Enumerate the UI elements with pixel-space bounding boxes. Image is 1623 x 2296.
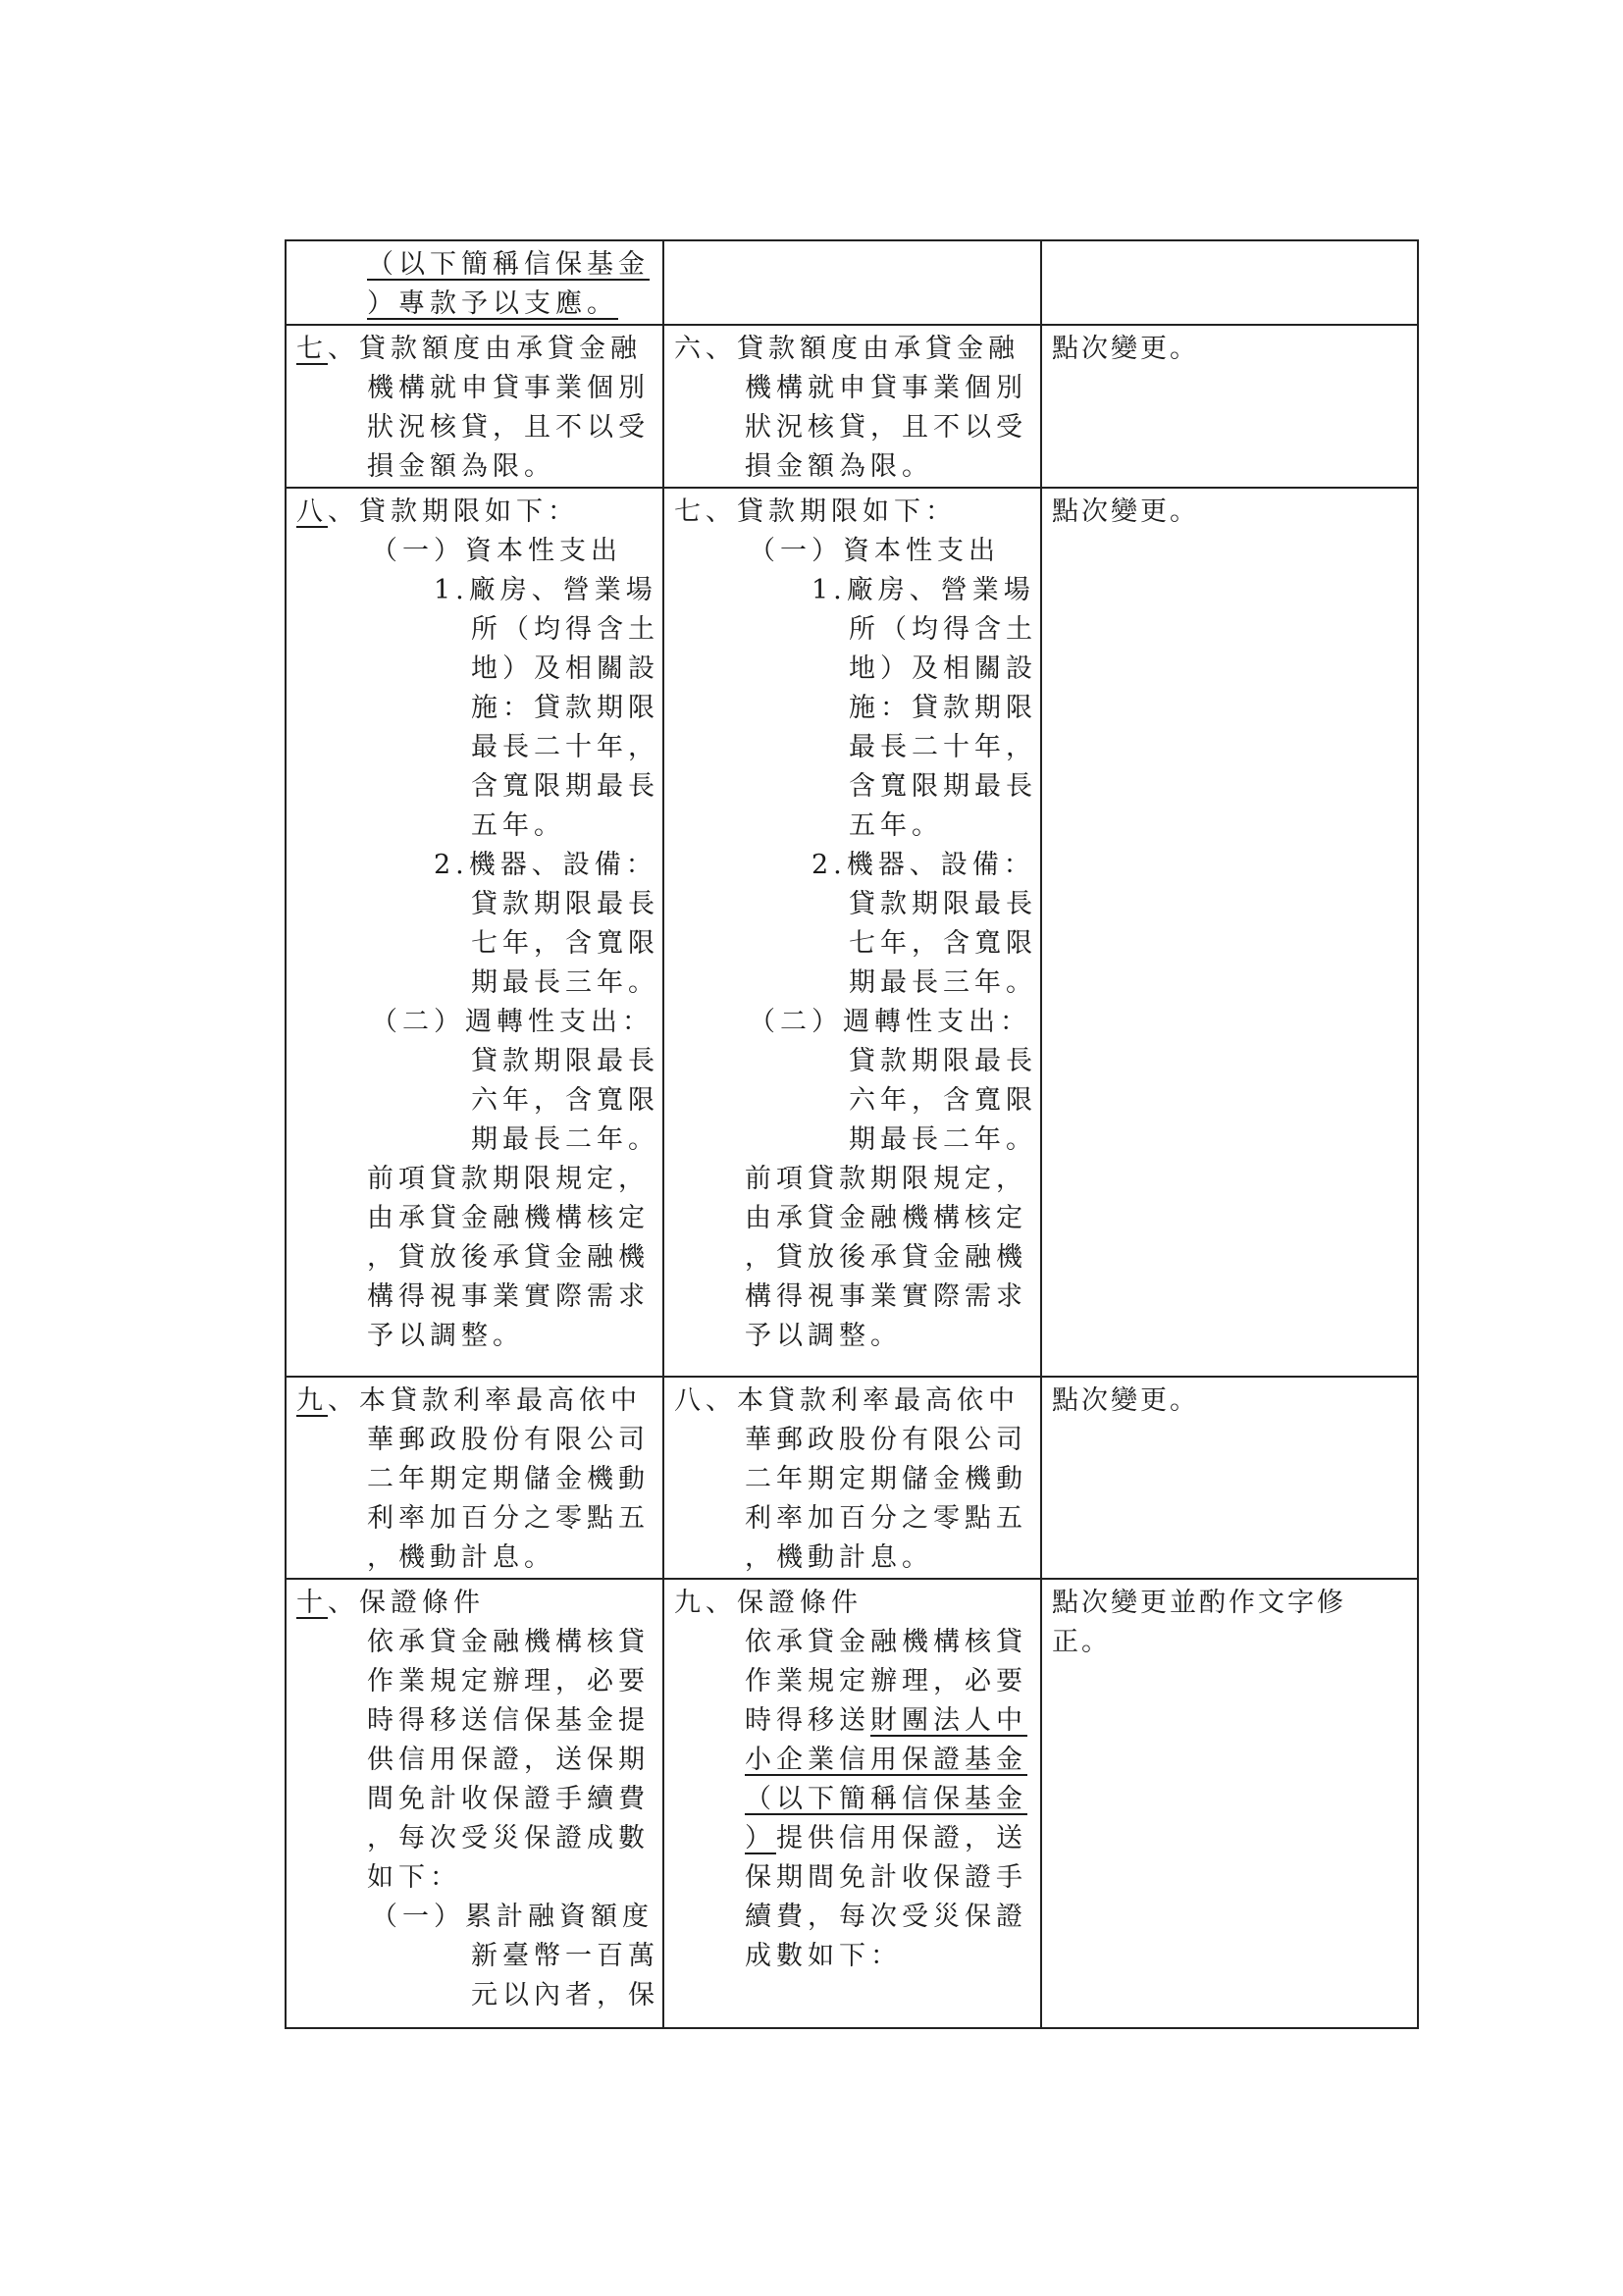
text-line: 1.廠房、營業場 [812,575,1035,605]
text-line: 間免計收保證手續費 [367,1784,650,1814]
text-line: （一）資本性支出 [749,536,1000,566]
table-row [286,1579,1418,2028]
text-line: 九、本貸款利率最高依中 [296,1385,642,1416]
text-line: 五年。 [849,810,943,841]
text-line: 地）及相關設 [849,653,1037,684]
explanation-cell [1041,1579,1418,2028]
current-text-cell [663,1579,1041,2028]
item-number: 八 [296,496,328,527]
current-text-cell [663,488,1041,1377]
text-line: 最長二十年， [849,732,1037,762]
current-text-cell [663,325,1041,488]
text-line: 時得移送信保基金提 [367,1705,650,1736]
explanation-text: 點次變更並酌作文字修正。 [1052,1588,1346,1657]
text-line: 由承貸金融機構核定 [745,1203,1027,1233]
text-line: 狀況核貸，且不以受 [367,412,650,443]
text-line: 期最長二年。 [849,1124,1037,1155]
table-row [286,1377,1418,1579]
text-line: 由承貸金融機構核定 [367,1203,650,1233]
text-line: 最長二十年， [471,732,659,762]
text-line: 貸款期限最長 [471,889,659,919]
text-line: 小企業信用保證基金 [745,1745,1027,1775]
text-line: 利率加百分之零點五 [367,1503,650,1534]
text-line: 七年，含寬限 [849,928,1037,959]
explanation-cell [1041,488,1418,1377]
text-line: 二年期定期儲金機動 [367,1464,650,1494]
text-line: 貸款期限最長 [471,1046,659,1076]
current-text-cell [663,1377,1041,1579]
revised-text-cell [286,325,663,488]
text-line: 期最長三年。 [849,967,1037,998]
text-line: 元以內者，保 [471,1980,659,2010]
text-line: 地）及相關設 [471,653,659,684]
text-line: 予以調整。 [367,1321,524,1351]
text-line: 九、保證條件 [674,1588,863,1618]
text-line: 期最長三年。 [471,967,659,998]
revised-text-cell [286,1579,663,2028]
explanation-cell [1041,325,1418,488]
text-line: 利率加百分之零點五 [745,1503,1027,1534]
text-line: 六年，含寬限 [849,1085,1037,1116]
text-line: 七、貸款期限如下： [674,496,957,527]
text-line: 五年。 [471,810,565,841]
revised-text-cell [286,1377,663,1579]
text-line: 構得視事業實際需求 [745,1281,1027,1312]
explanation-cell [1041,1377,1418,1579]
text-line: 期最長二年。 [471,1124,659,1155]
text-line: 依承貸金融機構核貸 [745,1627,1027,1657]
text-line: 新臺幣一百萬 [471,1941,659,1971]
text-line: 所（均得含土 [471,614,659,645]
text-line: （以下簡稱信保基金 [367,249,650,280]
text-line: 構得視事業實際需求 [367,1281,650,1312]
text-line: 所（均得含土 [849,614,1037,645]
text-line: 機構就申貸事業個別 [745,373,1027,403]
revised-text-cell [286,488,663,1377]
text-line: （一）資本性支出 [371,536,622,566]
text-line: 如下： [367,1862,461,1893]
text-line: 時得移送財團法人中 [745,1705,1027,1736]
text-line: ，貸放後承貸金融機 [745,1242,1027,1273]
text-line: 續費，每次受災保證 [745,1902,1027,1932]
text-line: 八、貸款期限如下： [296,496,579,527]
text-line: 施：貸款期限 [849,693,1037,723]
table-row [286,488,1418,1377]
item-number: 十 [296,1588,328,1618]
text-line: （以下簡稱信保基金 [745,1784,1027,1814]
text-line: 貸款期限最長 [849,889,1037,919]
text-line: 供信用保證，送保期 [367,1745,650,1775]
explanation-cell [1041,240,1418,325]
text-line: 貸款期限最長 [849,1046,1037,1076]
explanation-text: 點次變更。 [1052,334,1199,364]
text-line: ，機動計息。 [367,1542,555,1573]
text-line: 前項貸款期限規定， [745,1164,1027,1194]
text-line: 損金額為限。 [745,451,933,482]
item-number: 九 [296,1385,328,1416]
table-row [286,325,1418,488]
text-line: 作業規定辦理，必要 [745,1666,1027,1696]
text-line: 機構就申貸事業個別 [367,373,650,403]
text-line: 2.機器、設備： [434,850,657,880]
text-line: ，貸放後承貸金融機 [367,1242,650,1273]
text-line: 含寬限期最長 [471,771,659,802]
comparison-table [285,239,1419,2029]
text-line: 2.機器、設備： [812,850,1035,880]
text-line: 十、保證條件 [296,1588,485,1618]
current-text-cell [663,240,1041,325]
text-line: ，每次受災保證成數 [367,1823,650,1853]
text-line: ）提供信用保證，送 [745,1823,1027,1853]
text-line: （二）週轉性支出： [371,1007,654,1037]
explanation-text: 點次變更。 [1052,496,1199,527]
text-line: 華郵政股份有限公司 [745,1425,1027,1455]
revised-text-cell [286,240,663,325]
text-line: 施：貸款期限 [471,693,659,723]
text-line: 二年期定期儲金機動 [745,1464,1027,1494]
text-line: 予以調整。 [745,1321,902,1351]
text-line: 保期間免計收保證手 [745,1862,1027,1893]
item-number: 七 [296,334,328,364]
text-line: 含寬限期最長 [849,771,1037,802]
text-line: 七年，含寬限 [471,928,659,959]
text-line: 前項貸款期限規定， [367,1164,650,1194]
text-line: 1.廠房、營業場 [434,575,657,605]
explanation-text: 點次變更。 [1052,1385,1199,1416]
text-line: 八、本貸款利率最高依中 [674,1385,1020,1416]
text-line: ，機動計息。 [745,1542,933,1573]
text-line: 華郵政股份有限公司 [367,1425,650,1455]
table-row [286,240,1418,325]
text-line: （二）週轉性支出： [749,1007,1031,1037]
text-line: 六、貸款額度由承貸金融 [674,334,1020,364]
text-line: ）專款予以支應。 [367,288,618,319]
text-line: 七、貸款額度由承貸金融 [296,334,642,364]
text-line: 依承貸金融機構核貸 [367,1627,650,1657]
text-line: 損金額為限。 [367,451,555,482]
text-line: 作業規定辦理，必要 [367,1666,650,1696]
text-line: 六年，含寬限 [471,1085,659,1116]
text-line: （一）累計融資額度 [371,1902,654,1932]
text-line: 成數如下： [745,1941,902,1971]
text-line: 狀況核貸，且不以受 [745,412,1027,443]
